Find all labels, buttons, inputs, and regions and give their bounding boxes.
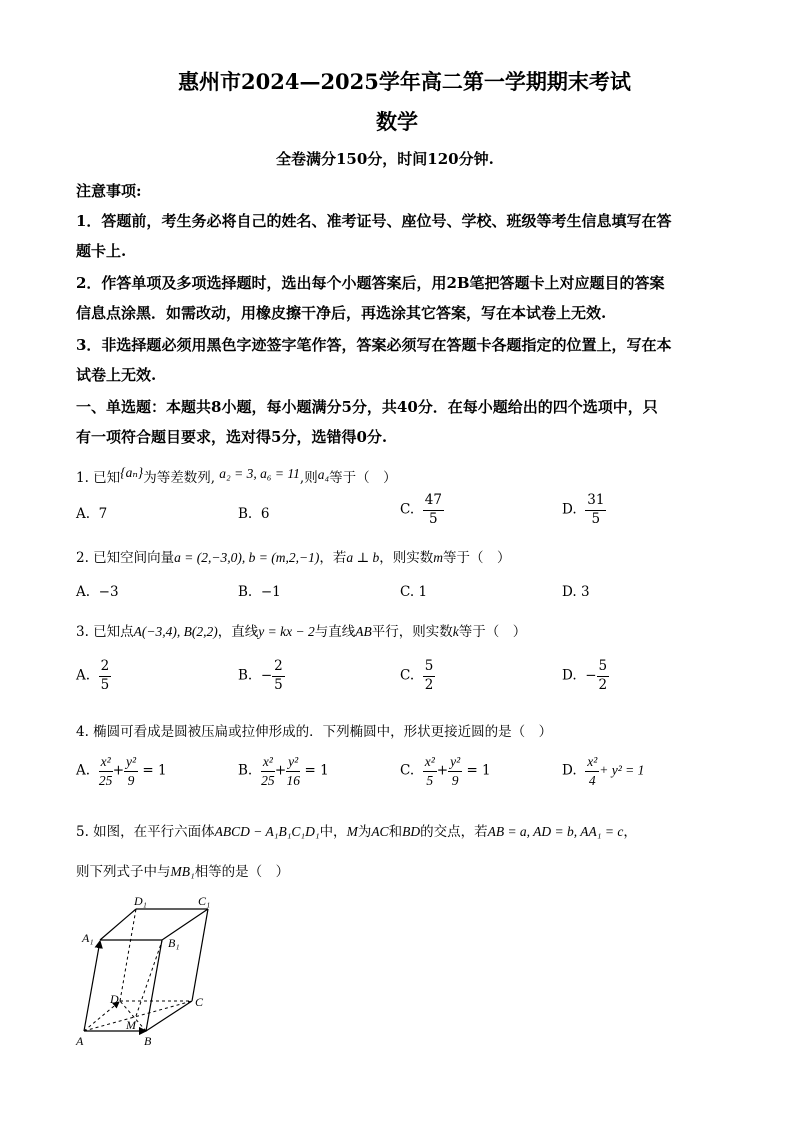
q3-tail: 平行，则实数 <box>371 624 453 640</box>
q3-prefix: 3. 已知点 <box>76 624 134 640</box>
q2-mid: ，若 <box>319 550 347 566</box>
question-3 <box>76 620 526 640</box>
section-1-line-1: 一、单选题：本题共8小题，每小题满分5分，共40分．在每小题给出的四个选项中，只 <box>76 398 658 416</box>
label-c: C <box>195 995 204 1009</box>
diagonal-a-c <box>84 1001 192 1031</box>
label-d1: D₁ <box>134 895 147 908</box>
q4-option-c-n2: y² <box>448 755 462 772</box>
exam-info: 全卷满分150分，时间120分钟. <box>276 150 494 168</box>
q1-option-d-den: 5 <box>591 510 601 527</box>
q3-option-c-num: 5 <box>423 660 436 677</box>
q2-option-b[interactable] <box>238 584 281 600</box>
q4-option-b-d1: 25 <box>261 772 275 788</box>
q3-end: 等于（ ） <box>458 624 527 640</box>
q4-option-a-d2: 9 <box>127 772 135 788</box>
q3-option-d-label: D. <box>562 667 577 684</box>
label-a1: A₁ <box>82 931 94 945</box>
q2-option-b-value: −1 <box>260 584 281 600</box>
q4-option-a-label: A. <box>76 762 91 779</box>
q5-target: MB₁ <box>170 864 195 879</box>
notice-item-2-line-2: 信息点涂黑．如需改动，用橡皮擦干净后，再选涂其它答案，写在本试卷上无效. <box>76 304 607 322</box>
q2-option-a[interactable] <box>76 584 119 600</box>
label-a: A <box>76 1034 84 1048</box>
q1-option-b[interactable] <box>238 506 269 522</box>
q4-option-b-plus: + <box>274 762 287 779</box>
q5-bd: BD <box>402 824 421 839</box>
notice-item-1-line-1: 1．答题前，考生务必将自己的姓名、准考证号、座位号、学校、班级等考生信息填写在答 <box>76 212 672 230</box>
q4-option-a[interactable] <box>76 755 167 787</box>
q1-seq: {aₙ} <box>120 465 144 480</box>
q1-option-a-value: 7 <box>98 506 108 522</box>
question-5 <box>76 820 637 840</box>
q3-option-d-sign: − <box>585 667 597 684</box>
q4-option-d-n1: x² <box>585 755 599 772</box>
q3-option-a-label: A. <box>76 667 91 684</box>
exam-title: 惠州市2024—2025学年高二第一学期期末考试 <box>178 69 631 94</box>
q1-option-d[interactable] <box>562 494 606 526</box>
q2-option-d-value: 3 <box>580 584 590 600</box>
q4-option-c-plus: + <box>436 762 449 779</box>
q5-ac: AC <box>371 824 389 839</box>
edge-a1-d1 <box>100 909 136 940</box>
q3-option-c-label: C. <box>400 667 415 684</box>
edge-c-c1 <box>192 909 208 1001</box>
q4-option-a-plus: + <box>112 762 124 779</box>
q3-mid: ，直线 <box>217 624 259 640</box>
q2-option-c[interactable] <box>400 584 427 600</box>
label-c1: C₁ <box>198 895 211 908</box>
q2-option-d-label: D. <box>562 584 577 600</box>
q5-line2-end: 相等的是（ ） <box>194 864 290 880</box>
q2-var: m <box>433 550 444 565</box>
subject-title: 数学 <box>376 109 418 134</box>
q1-option-d-label: D. <box>562 501 577 518</box>
q3-ab: AB <box>355 624 372 639</box>
q4-option-b-d2: 16 <box>286 772 300 788</box>
q1-option-c-num: 47 <box>423 494 444 511</box>
edge-a-a1 <box>84 941 100 1031</box>
section-1-line-2: 有一项符合题目要求，选对得5分，选错得0分. <box>76 428 388 446</box>
q3-var: k <box>452 624 459 639</box>
notice-item-2-line-1: 2．作答单项及多项选择题时，选出每个小题答案后，用2B笔把答题卡上对应题目的答案 <box>76 274 665 292</box>
q2-option-a-value: −3 <box>98 584 119 600</box>
q2-vectors: a = (2,−3,0), b = (m,2,−1) <box>174 550 320 565</box>
question-4: 4. 椭圆可看成是圆被压扁或拉伸形成的．下列椭圆中，形状更接近圆的是（ ） <box>76 724 553 740</box>
q5-vecs: AB = a, AD = b, AA₁ = c <box>487 824 624 839</box>
q2-option-c-value: 1 <box>418 584 428 600</box>
q5-line2-prefix: 则下列式子中与 <box>76 864 171 880</box>
q1-prefix: 1. 已知 <box>76 470 121 486</box>
q3-option-a-num: 2 <box>99 660 112 677</box>
q4-option-a-n2: y² <box>124 755 138 772</box>
question-1 <box>76 466 397 486</box>
q4-option-b-n1: x² <box>261 755 275 772</box>
edge-d-d1 <box>120 909 136 1001</box>
q3-mid2: 与直线 <box>314 624 356 640</box>
q5-prefix: 5. 如图，在平行六面体 <box>76 824 215 840</box>
q5-and: 和 <box>388 824 403 840</box>
q2-cond: a ⊥ b <box>346 550 380 565</box>
label-b: B <box>144 1034 152 1048</box>
q3-option-d-num: 5 <box>597 660 610 677</box>
q1-option-c-label: C. <box>400 501 415 518</box>
notice-item-3-line-2: 试卷上无效. <box>76 366 157 384</box>
segment-m-b1 <box>136 941 162 1016</box>
q1-option-a[interactable] <box>76 506 107 522</box>
parallelepiped-figure <box>74 895 224 1055</box>
label-d: D <box>110 992 119 1006</box>
q4-option-b-label: B. <box>238 762 253 779</box>
q4-option-c-label: C. <box>400 762 415 779</box>
label-m: M <box>126 1018 136 1032</box>
q1-end: 等于（ ） <box>329 470 397 486</box>
q1-option-b-label: B. <box>238 506 253 522</box>
q2-tail: ，则实数 <box>379 550 434 566</box>
q3-option-b-num: 2 <box>272 660 285 677</box>
q5-mid: 中， <box>319 824 347 840</box>
edge-b-b1 <box>146 940 162 1031</box>
notice-heading: 注意事项: <box>76 182 142 200</box>
q4-option-b-n2: y² <box>286 755 300 772</box>
q1-option-d-num: 31 <box>585 494 606 511</box>
q3-option-b[interactable] <box>238 660 285 692</box>
label-b1: B₁ <box>168 936 180 950</box>
q2-prefix: 2. 已知空间向量 <box>76 550 175 566</box>
q2-option-d[interactable] <box>562 584 590 600</box>
q3-option-d[interactable] <box>562 660 609 692</box>
question-5-line-2 <box>76 860 289 880</box>
q4-option-c-n1: x² <box>423 755 437 772</box>
q1-option-b-value: 6 <box>260 506 270 522</box>
q4-option-d-tail: + y² = 1 <box>599 762 645 778</box>
q4-option-a-n1: x² <box>99 755 113 772</box>
q5-solid: ABCD − A₁B₁C₁D₁ <box>214 824 320 839</box>
edge-b-c <box>146 1001 192 1031</box>
q1-tail: ,则 <box>299 470 318 486</box>
q5-mid3: 的交点，若 <box>420 824 488 840</box>
q1-option-c[interactable] <box>400 494 444 526</box>
q1-target: a₄ <box>317 467 330 482</box>
q4-option-a-d1: 25 <box>98 772 113 788</box>
q4-option-a-eq: = 1 <box>142 762 167 779</box>
q4-option-b-eq: = 1 <box>304 762 329 779</box>
q3-option-d-den: 2 <box>598 676 608 693</box>
q4-option-c-d1: 5 <box>426 772 434 788</box>
q3-option-b-label: B. <box>238 667 253 684</box>
q3-option-b-den: 5 <box>274 676 283 693</box>
q2-end: 等于（ ） <box>443 550 511 566</box>
q4-option-d-label: D. <box>562 762 577 779</box>
q2-option-b-label: B. <box>238 584 253 600</box>
q2-option-c-label: C. <box>400 584 415 600</box>
notice-item-1-line-2: 题卡上. <box>76 242 127 260</box>
q3-line: y = kx − 2 <box>258 624 315 639</box>
q5-mid2: 为 <box>357 824 372 840</box>
q5-m: M <box>346 824 358 839</box>
q4-option-d[interactable] <box>562 755 644 787</box>
notice-item-3-line-1: 3．非选择题必须用黑色字迹签字笔作答，答案必须写在答题卡各题指定的位置上，写在本 <box>76 336 672 354</box>
q2-option-a-label: A. <box>76 584 91 600</box>
q1-option-a-label: A. <box>76 506 91 522</box>
q3-option-c[interactable] <box>400 660 435 692</box>
q4-option-c[interactable] <box>400 755 491 787</box>
q3-option-a-den: 5 <box>100 676 110 693</box>
question-2 <box>76 546 511 566</box>
q1-cond: a₂ = 3, a₆ = 11 <box>219 466 300 481</box>
q4-option-b[interactable] <box>238 755 329 787</box>
q5-tail: ， <box>623 824 637 840</box>
q4-option-c-d2: 9 <box>451 772 459 788</box>
q1-mid: 为等差数列, <box>143 470 215 486</box>
q3-option-b-sign: − <box>260 667 273 684</box>
q3-option-c-den: 2 <box>424 676 434 693</box>
q1-option-c-den: 5 <box>429 510 438 527</box>
q4-option-c-eq: = 1 <box>466 762 491 779</box>
q3-points: A(−3,4), B(2,2) <box>133 624 218 639</box>
q4-option-d-d1: 4 <box>588 772 596 788</box>
q3-option-a[interactable] <box>76 660 111 692</box>
